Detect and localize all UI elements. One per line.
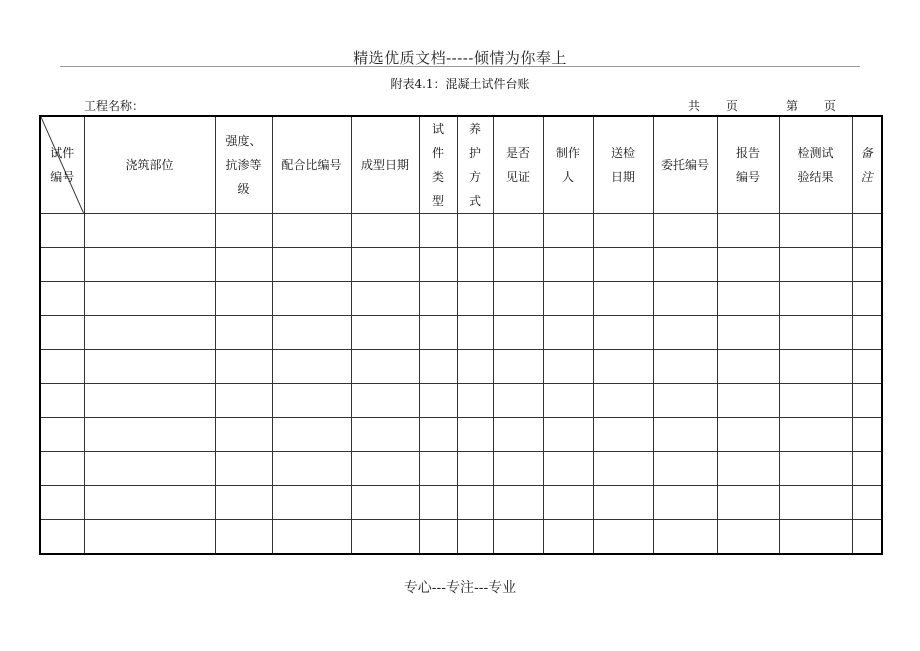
table-cell[interactable] xyxy=(717,350,779,384)
table-cell[interactable] xyxy=(653,282,717,316)
page-current-label: 第 页 xyxy=(786,99,836,113)
table-cell[interactable] xyxy=(419,452,457,486)
table-cell[interactable] xyxy=(717,520,779,555)
page-footer: 专心---专注---专业 xyxy=(403,580,517,596)
table-cell[interactable] xyxy=(215,384,272,418)
specimen-ledger-table xyxy=(39,115,883,555)
table-cell[interactable] xyxy=(493,384,543,418)
table-cell[interactable] xyxy=(779,282,852,316)
table-cell[interactable] xyxy=(40,452,84,486)
table-cell[interactable] xyxy=(543,248,593,282)
table-cell[interactable] xyxy=(419,520,457,555)
table-cell[interactable] xyxy=(543,384,593,418)
table-cell[interactable] xyxy=(84,452,215,486)
table-cell[interactable] xyxy=(457,214,493,248)
table-cell[interactable] xyxy=(717,248,779,282)
table-cell[interactable] xyxy=(419,486,457,520)
column-header-specimen-type: 试 件 类 型 xyxy=(419,116,457,214)
table-cell[interactable] xyxy=(272,520,351,555)
table-cell[interactable] xyxy=(40,486,84,520)
table-cell[interactable] xyxy=(84,520,215,555)
table-row xyxy=(40,350,882,384)
table-cell[interactable] xyxy=(779,350,852,384)
project-name-label: 工程名称： xyxy=(84,99,145,113)
column-header-mix-ratio-no: 配合比编号 xyxy=(272,116,351,214)
table-cell[interactable] xyxy=(593,520,653,555)
table-cell[interactable] xyxy=(40,316,84,350)
table-cell[interactable] xyxy=(653,452,717,486)
table-cell[interactable] xyxy=(351,452,419,486)
column-header-strength-grade: 强度、 抗渗等 级 xyxy=(215,116,272,214)
table-row xyxy=(40,282,882,316)
table-cell[interactable] xyxy=(852,248,882,282)
table-cell[interactable] xyxy=(779,384,852,418)
table-cell[interactable] xyxy=(593,418,653,452)
table-cell[interactable] xyxy=(272,350,351,384)
table-cell[interactable] xyxy=(653,350,717,384)
column-header-pour-location: 浇筑部位 xyxy=(84,116,215,214)
column-header-remarks: 备 注 xyxy=(852,116,882,214)
table-cell[interactable] xyxy=(40,520,84,555)
table-row xyxy=(40,486,882,520)
table-cell[interactable] xyxy=(215,350,272,384)
table-cell[interactable] xyxy=(493,282,543,316)
table-cell[interactable] xyxy=(717,282,779,316)
table-cell[interactable] xyxy=(419,384,457,418)
table-cell[interactable] xyxy=(717,418,779,452)
table-cell[interactable] xyxy=(543,350,593,384)
table-cell[interactable] xyxy=(351,316,419,350)
table-cell[interactable] xyxy=(272,418,351,452)
table-row xyxy=(40,316,882,350)
table-cell[interactable] xyxy=(215,316,272,350)
table-cell[interactable] xyxy=(419,418,457,452)
column-header-specimen-no xyxy=(40,116,84,214)
table-cell[interactable] xyxy=(351,418,419,452)
table-cell[interactable] xyxy=(457,486,493,520)
table-cell[interactable] xyxy=(543,418,593,452)
table-cell[interactable] xyxy=(543,316,593,350)
table-cell[interactable] xyxy=(84,214,215,248)
table-cell[interactable] xyxy=(272,248,351,282)
table-cell[interactable] xyxy=(593,384,653,418)
table-cell[interactable] xyxy=(593,248,653,282)
table-cell[interactable] xyxy=(779,418,852,452)
table-cell[interactable] xyxy=(493,520,543,555)
table-cell[interactable] xyxy=(593,214,653,248)
table-cell[interactable] xyxy=(717,486,779,520)
table-cell[interactable] xyxy=(543,486,593,520)
table-cell[interactable] xyxy=(84,316,215,350)
table-title: 附表4.1：混凝土试件台账 xyxy=(390,77,530,91)
column-header-submit-date: 送检 日期 xyxy=(593,116,653,214)
table-cell[interactable] xyxy=(272,486,351,520)
table-cell[interactable] xyxy=(351,248,419,282)
table-cell[interactable] xyxy=(653,486,717,520)
header-divider xyxy=(60,66,860,67)
table-cell[interactable] xyxy=(215,214,272,248)
table-cell[interactable] xyxy=(653,418,717,452)
table-row xyxy=(40,248,882,282)
table-cell[interactable] xyxy=(84,486,215,520)
table-cell[interactable] xyxy=(493,452,543,486)
table-cell[interactable] xyxy=(272,214,351,248)
table-row xyxy=(40,452,882,486)
table-cell[interactable] xyxy=(653,316,717,350)
table-cell[interactable] xyxy=(543,214,593,248)
column-header-casting-date: 成型日期 xyxy=(351,116,419,214)
table-cell[interactable] xyxy=(779,486,852,520)
column-header-report-no: 报告 编号 xyxy=(717,116,779,214)
table-cell[interactable] xyxy=(852,520,882,555)
table-cell[interactable] xyxy=(351,520,419,555)
table-cell[interactable] xyxy=(215,248,272,282)
column-header-commission-no: 委托编号 xyxy=(653,116,717,214)
table-cell[interactable] xyxy=(84,248,215,282)
table-cell[interactable] xyxy=(419,316,457,350)
table-cell[interactable] xyxy=(493,418,543,452)
table-cell[interactable] xyxy=(543,452,593,486)
table-cell[interactable] xyxy=(717,384,779,418)
table-cell[interactable] xyxy=(419,350,457,384)
column-header-maker: 制作 人 xyxy=(543,116,593,214)
table-row xyxy=(40,214,882,248)
table-cell[interactable] xyxy=(457,316,493,350)
table-cell[interactable] xyxy=(351,350,419,384)
table-body xyxy=(40,214,882,555)
table-header-row xyxy=(40,116,882,214)
table-cell[interactable] xyxy=(717,214,779,248)
table-cell[interactable] xyxy=(779,214,852,248)
table-cell[interactable] xyxy=(215,282,272,316)
table-cell[interactable] xyxy=(852,486,882,520)
table-cell[interactable] xyxy=(457,520,493,555)
table-cell[interactable] xyxy=(40,282,84,316)
column-header-test-result: 检测试 验结果 xyxy=(779,116,852,214)
table-cell[interactable] xyxy=(419,248,457,282)
table-cell[interactable] xyxy=(457,248,493,282)
table-cell[interactable] xyxy=(457,350,493,384)
table-cell[interactable] xyxy=(351,282,419,316)
table-cell[interactable] xyxy=(593,486,653,520)
table-row xyxy=(40,520,882,555)
table-cell[interactable] xyxy=(215,452,272,486)
table-cell[interactable] xyxy=(493,350,543,384)
table-cell[interactable] xyxy=(84,418,215,452)
table-cell[interactable] xyxy=(351,214,419,248)
table-cell[interactable] xyxy=(40,384,84,418)
column-header-witnessed: 是否 见证 xyxy=(493,116,543,214)
table-cell[interactable] xyxy=(84,282,215,316)
table-cell[interactable] xyxy=(779,316,852,350)
table-cell[interactable] xyxy=(493,486,543,520)
table-cell[interactable] xyxy=(852,418,882,452)
table-cell[interactable] xyxy=(653,248,717,282)
table-cell[interactable] xyxy=(852,384,882,418)
table-cell[interactable] xyxy=(593,316,653,350)
table-cell[interactable] xyxy=(543,520,593,555)
table-cell[interactable] xyxy=(351,384,419,418)
table-cell[interactable] xyxy=(779,520,852,555)
table-cell[interactable] xyxy=(852,452,882,486)
table-cell[interactable] xyxy=(457,384,493,418)
table-cell[interactable] xyxy=(215,418,272,452)
table-cell[interactable] xyxy=(779,248,852,282)
column-header-label: 试件 编号 xyxy=(50,146,75,184)
table-row xyxy=(40,384,882,418)
table-cell[interactable] xyxy=(457,452,493,486)
table-cell[interactable] xyxy=(852,282,882,316)
table-cell[interactable] xyxy=(272,384,351,418)
table-cell[interactable] xyxy=(457,418,493,452)
table-cell[interactable] xyxy=(40,418,84,452)
table-cell[interactable] xyxy=(351,486,419,520)
table-cell[interactable] xyxy=(419,214,457,248)
table-cell[interactable] xyxy=(593,282,653,316)
table-cell[interactable] xyxy=(215,520,272,555)
table-cell[interactable] xyxy=(40,248,84,282)
table-cell[interactable] xyxy=(272,316,351,350)
table-cell[interactable] xyxy=(272,452,351,486)
table-cell[interactable] xyxy=(457,282,493,316)
table-cell[interactable] xyxy=(852,350,882,384)
table-cell[interactable] xyxy=(779,452,852,486)
table-cell[interactable] xyxy=(493,248,543,282)
table-cell[interactable] xyxy=(493,214,543,248)
table-cell[interactable] xyxy=(40,350,84,384)
table-cell[interactable] xyxy=(84,350,215,384)
table-row xyxy=(40,418,882,452)
page-total-label: 共 页 xyxy=(688,99,738,113)
table-cell[interactable] xyxy=(40,214,84,248)
table-cell[interactable] xyxy=(852,316,882,350)
table-cell[interactable] xyxy=(593,452,653,486)
table-cell[interactable] xyxy=(272,282,351,316)
table-cell[interactable] xyxy=(717,316,779,350)
table-cell[interactable] xyxy=(653,384,717,418)
table-cell[interactable] xyxy=(593,350,653,384)
table-cell[interactable] xyxy=(84,384,215,418)
table-cell[interactable] xyxy=(653,520,717,555)
table-cell[interactable] xyxy=(493,316,543,350)
table-cell[interactable] xyxy=(653,214,717,248)
column-header-curing-method: 养 护 方 式 xyxy=(457,116,493,214)
table-cell[interactable] xyxy=(717,452,779,486)
page-header: 精选优质文档-----倾情为你奉上 xyxy=(353,49,567,67)
table-cell[interactable] xyxy=(543,282,593,316)
table-cell[interactable] xyxy=(215,486,272,520)
table-cell[interactable] xyxy=(419,282,457,316)
table-cell[interactable] xyxy=(852,214,882,248)
